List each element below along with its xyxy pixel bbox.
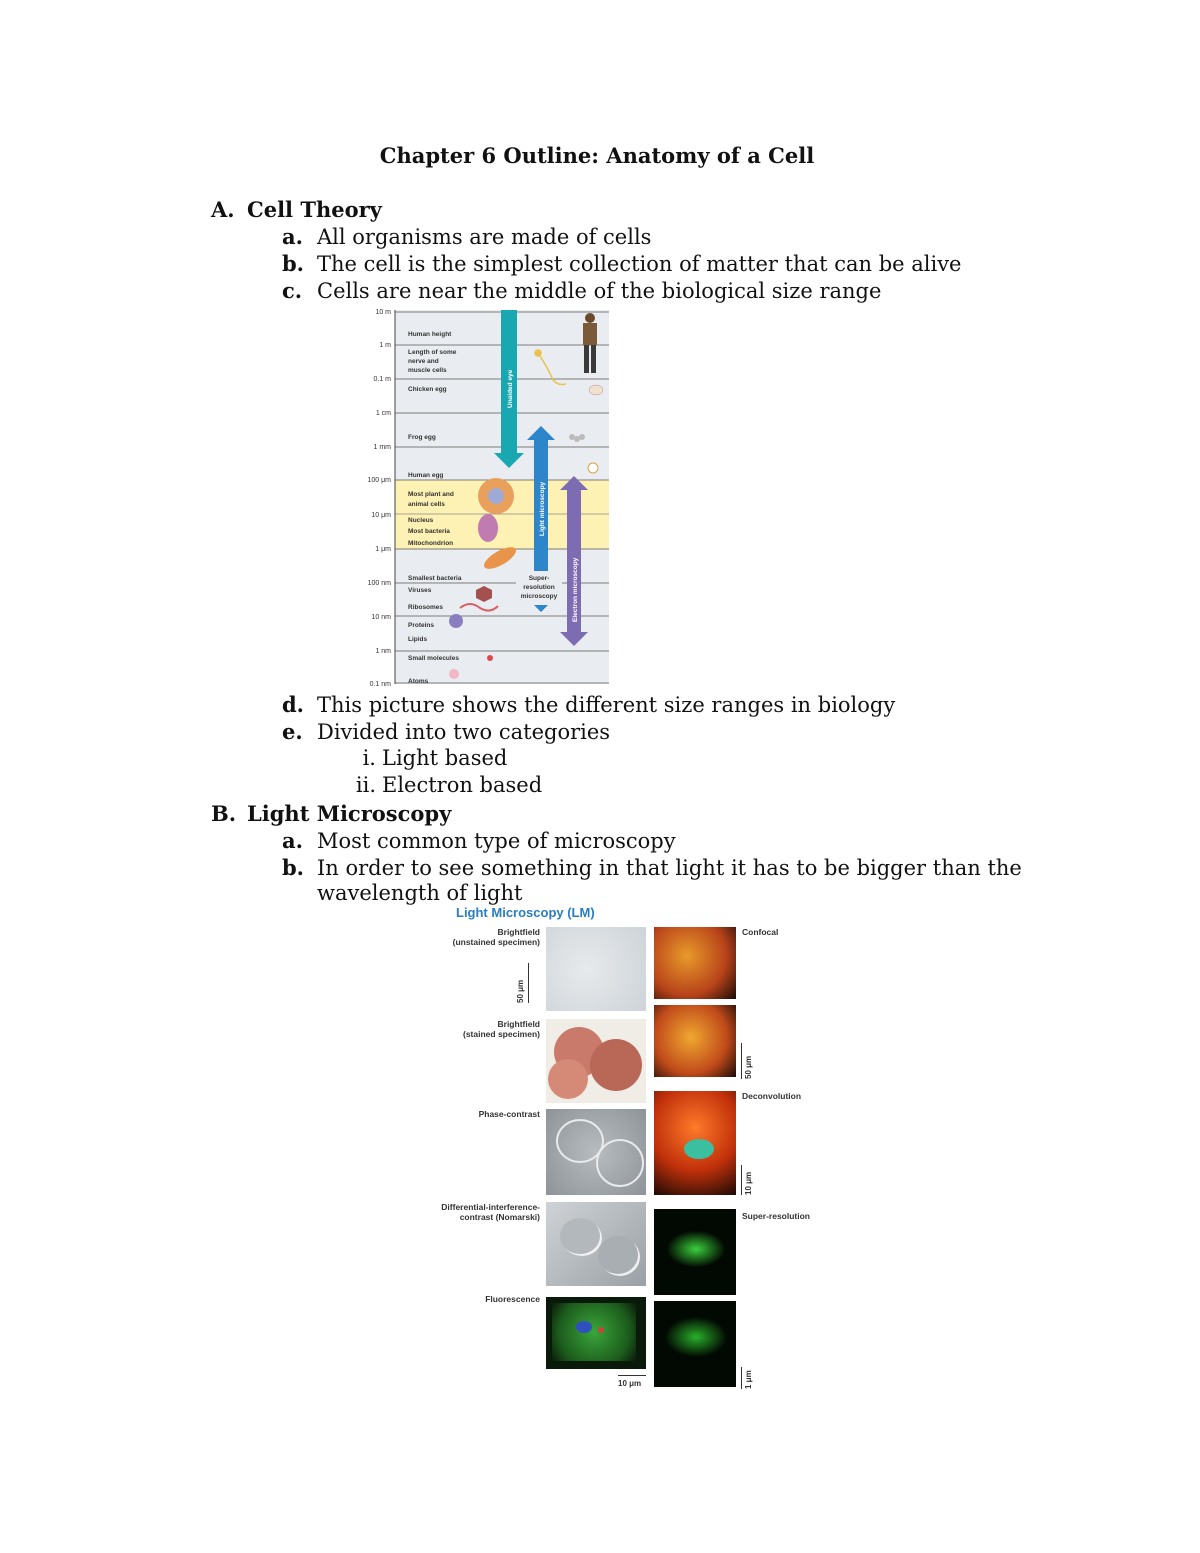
nucleus-illustration — [478, 514, 498, 542]
list-item-continuation: wavelength of light — [317, 881, 523, 905]
super-resolution-image-2 — [654, 1301, 736, 1387]
lm-label-super-resolution: Super-resolution — [742, 1211, 811, 1221]
confocal-image-1 — [654, 927, 736, 999]
human-egg-illustration — [588, 463, 598, 473]
svg-text:1 mm: 1 mm — [373, 444, 391, 451]
svg-text:resolution: resolution — [523, 584, 555, 591]
dic-image — [546, 1202, 646, 1286]
svg-text:Frog egg: Frog egg — [408, 434, 436, 441]
section-b-title: Light Microscopy — [247, 801, 452, 826]
section-a-number: A. — [211, 197, 235, 222]
chicken-egg-illustration — [589, 385, 603, 395]
phase-contrast-image — [546, 1109, 646, 1195]
svg-text:animal cells: animal cells — [408, 501, 445, 508]
lm-label-brightfield-unstained: Brightfield (unstained specimen) — [452, 927, 540, 947]
svg-text:Viruses: Viruses — [408, 587, 432, 594]
sub-list-item: ii. Electron based — [355, 773, 543, 797]
list-item: b. In order to see something in that light it has to be bigger than the — [282, 855, 1022, 880]
svg-text:Human egg: Human egg — [408, 472, 444, 479]
svg-text:nerve and: nerve and — [408, 358, 439, 365]
list-item: a. Most common type of microscopy — [282, 828, 676, 853]
svg-text:Most bacteria: Most bacteria — [408, 528, 450, 535]
light-microscopy-figure — [428, 905, 830, 1395]
svg-text:1 nm: 1 nm — [375, 648, 391, 655]
svg-text:Proteins: Proteins — [408, 622, 435, 629]
svg-text:Human height: Human height — [408, 331, 452, 338]
svg-text:1 μm: 1 μm — [375, 546, 391, 553]
list-item: d. This picture shows the different size ranges in biology — [282, 692, 896, 717]
sub-list-item: i. Light based — [362, 746, 508, 770]
scale-bar-1um: 1 μm — [744, 1370, 753, 1389]
lm-label-dic: Differential-interference- contrast (Nomarski) — [441, 1202, 540, 1222]
protein-illustration — [449, 614, 463, 628]
svg-text:Length of some: Length of some — [408, 349, 457, 356]
scale-bar-50um-right: 50 μm — [744, 1055, 753, 1079]
lm-label-confocal: Confocal — [742, 927, 779, 937]
svg-text:Ribosomes: Ribosomes — [408, 604, 444, 611]
section-a-heading — [211, 197, 382, 222]
svg-text:1 cm: 1 cm — [375, 410, 391, 417]
deconvolution-image — [654, 1091, 736, 1195]
section-b-heading — [211, 801, 451, 826]
svg-text:Most plant and: Most plant and — [408, 491, 454, 498]
fluorescence-image — [546, 1297, 646, 1369]
svg-text:100 μm: 100 μm — [367, 477, 391, 484]
lm-label-phase-contrast: Phase-contrast — [478, 1109, 540, 1119]
svg-text:Mitochondrion: Mitochondrion — [408, 540, 454, 547]
scale-labels — [368, 309, 392, 686]
small-molecule-illustration — [487, 655, 493, 661]
svg-text:Electron microscopy: Electron microscopy — [572, 557, 579, 622]
lm-figure-title: Light Microscopy (LM) — [456, 905, 595, 920]
svg-text:Atoms: Atoms — [408, 678, 429, 685]
brightfield-unstained-image — [546, 927, 646, 1011]
brightfield-stained-image — [546, 1019, 646, 1103]
scale-bar-50um: 50 μm — [516, 979, 525, 1003]
svg-text:10 μm: 10 μm — [371, 512, 391, 519]
svg-text:microscopy: microscopy — [520, 593, 558, 600]
page-title: Chapter 6 Outline: Anatomy of a Cell — [379, 143, 815, 168]
list-item: b. The cell is the simplest collection of matter that can be alive — [282, 251, 962, 276]
svg-text:10 nm: 10 nm — [371, 614, 391, 621]
section-a-title: Cell Theory — [247, 197, 382, 222]
lm-label-fluorescence: Fluorescence — [485, 1294, 540, 1304]
svg-text:Light microscopy: Light microscopy — [539, 481, 546, 536]
super-resolution-label — [516, 571, 562, 605]
atom-illustration — [449, 669, 459, 679]
svg-text:10 m: 10 m — [375, 309, 391, 316]
list-item: a. All organisms are made of cells — [282, 224, 652, 249]
svg-text:Unaided eye: Unaided eye — [507, 369, 514, 408]
svg-text:Small molecules: Small molecules — [408, 655, 459, 662]
list-item: e. Divided into two categories — [282, 719, 611, 744]
svg-text:100 nm: 100 nm — [367, 580, 391, 587]
size-range-figure — [358, 308, 610, 686]
super-resolution-image-1 — [654, 1209, 736, 1295]
svg-text:Chicken egg: Chicken egg — [408, 386, 447, 393]
scale-bar-10um-right: 10 μm — [744, 1171, 753, 1195]
animal-cell-illustration — [478, 478, 514, 514]
section-b-number: B. — [211, 801, 237, 826]
svg-text:0.1 m: 0.1 m — [373, 376, 391, 383]
svg-text:Super-: Super- — [528, 575, 550, 582]
svg-text:Smallest bacteria: Smallest bacteria — [408, 575, 462, 582]
confocal-image-2 — [654, 1005, 736, 1077]
svg-text:muscle cells: muscle cells — [408, 367, 447, 374]
list-item: c. Cells are near the middle of the biological size range — [282, 278, 882, 303]
svg-text:Nucleus: Nucleus — [408, 517, 434, 524]
lm-label-deconvolution: Deconvolution — [742, 1091, 802, 1101]
scale-bar-10um: 10 μm — [618, 1379, 642, 1388]
svg-text:1 m: 1 m — [379, 342, 391, 349]
svg-text:0.1 nm: 0.1 nm — [369, 681, 391, 686]
svg-text:Lipids: Lipids — [408, 636, 428, 643]
lm-label-brightfield-stained: Brightfield (stained specimen) — [463, 1019, 540, 1039]
